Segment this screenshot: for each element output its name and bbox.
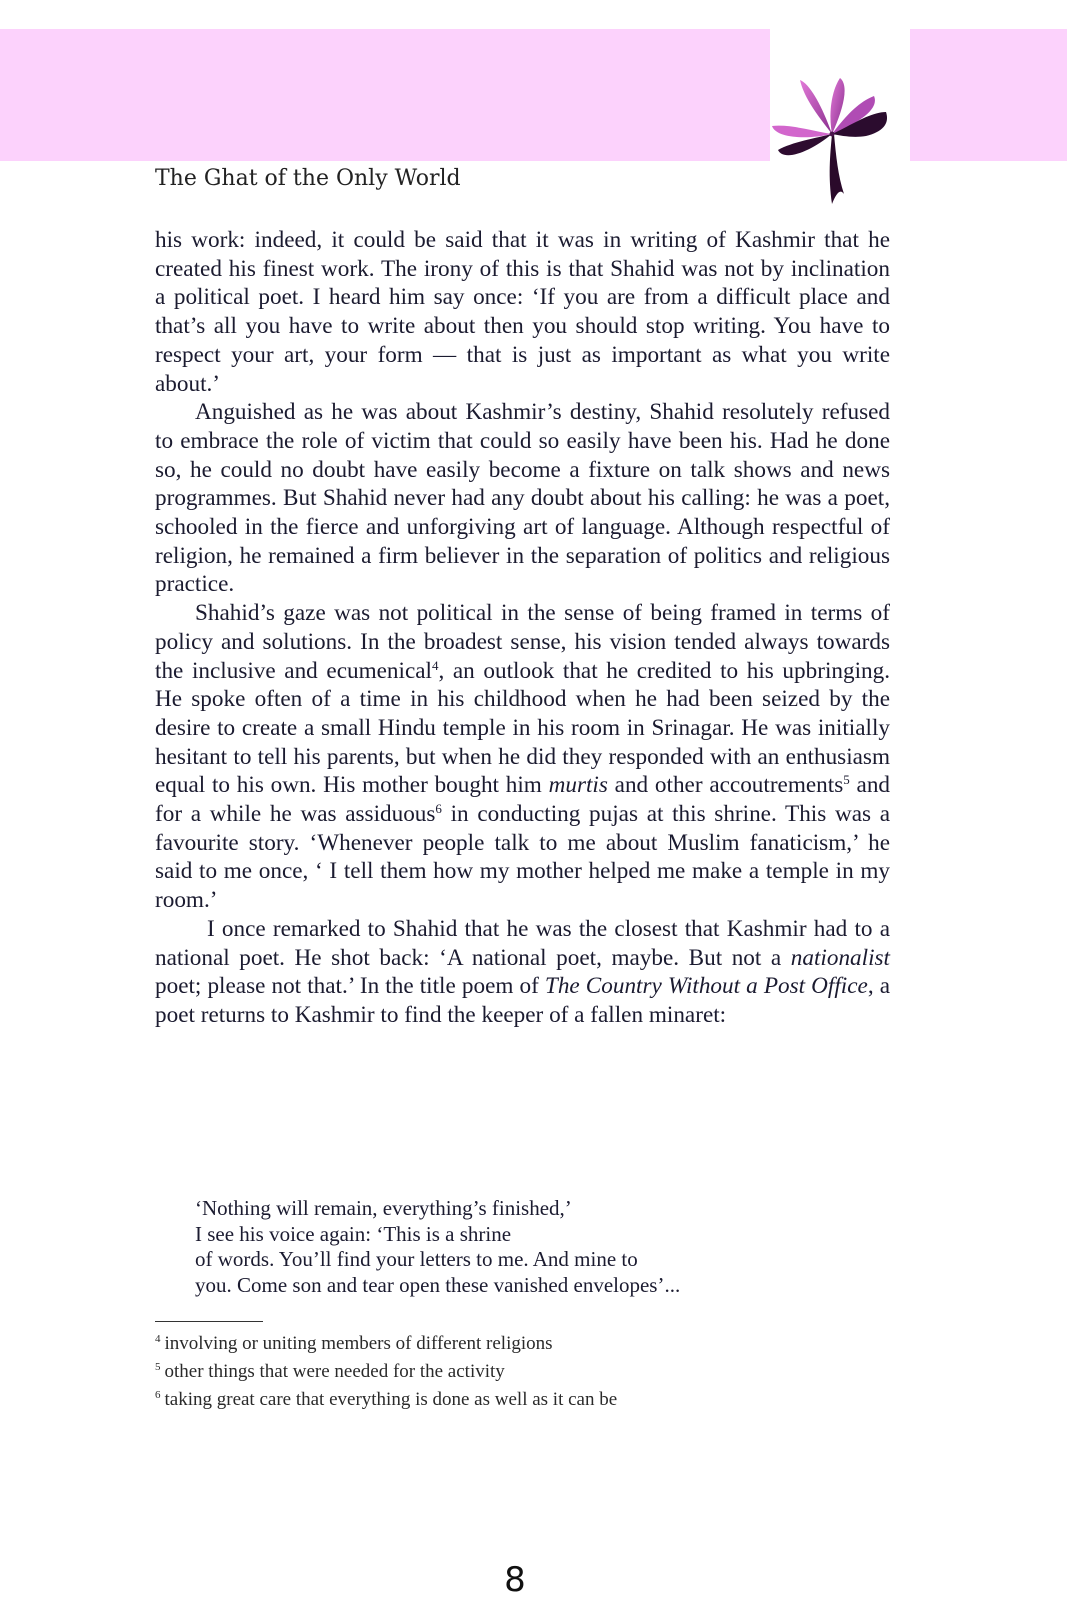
header-band-left	[0, 29, 770, 161]
running-title: The Ghat of the Only World	[155, 166, 461, 191]
book-title: The Country Without a Post Office	[544, 973, 868, 1000]
footnote-5: $^5$ other things that were needed for the activity	[155, 1361, 505, 1382]
footnote-4: $^4$ involving or uniting members of different religions	[155, 1333, 553, 1354]
paragraph-1: his work: indeed, it could be said that it was in writing of Kashmir that he created his finest work. The irony of this is that Shahid was not by inclination a political poet. I heard him say once: ‘If you are from a difficult place and that’s all you have to write about then you should stop writing. You have to respect your art, your form — that is just as important as what you write about.’	[155, 227, 890, 397]
footnote-ref-6: 6	[435, 801, 442, 817]
footnote-divider	[155, 1321, 263, 1322]
paragraph-2: Anguished as he was about Kashmir’s destiny, Shahid resolutely refused to embrace the role of victim that could so easily have been his. Had he done so, he could no doubt have easily become a fixture on talk shows and news programmes. But Shahid never had any doubt about his calling: he was a poet, schooled in the fierce and unforgiving art of language. Although respectful of religion, he remained a firm believer in the separation of politics and religious practice.	[155, 399, 890, 598]
poem-quote	[195, 1196, 815, 1299]
flower-icon	[770, 76, 895, 208]
poem-line: ‘Nothing will remain, everything’s finished,’	[195, 1196, 572, 1220]
footnote-ref-5: 5	[843, 772, 850, 788]
footnote-6: $^6$ taking great care that everything is done as well as it can be	[155, 1389, 618, 1410]
footnote-ref-4: 4	[431, 657, 439, 673]
poem-line: you. Come son and tear open these vanished envelopes’...	[195, 1273, 681, 1298]
page-number: 8	[504, 1560, 526, 1600]
paragraph-3: Shahid’s gaze was not political in the sense of being framed in terms of policy and solutions. In the broadest sense, his vision tended always towards the inclusive and ecumenical$^4$, an outlook that he credited to his upbringing. He spoke often of a time in his childhood when he had been seized by the desire to create a small Hindu temple in his room in Srinagar. He was initially hesitant to tell his parents, but when he did they responded with an enthusiasm equal to his own. His mother bought him murtis and other accoutrements$^5$ and for a while he was assiduous$^6$ in conducting pujas at this shrine. This was a favourite story. ‘Whenever people talk to me about Muslim fanaticism,’ he said to me once, ‘ I tell them how my mother helped me make a temple in my room.’	[155, 600, 891, 914]
body-text	[155, 226, 890, 1030]
poem-line: of words. You’ll find your letters to me. And mine to	[195, 1247, 638, 1272]
paragraph-4: I once remarked to Shahid that he was the closest that Kashmir had to a national poet. He shot back: ‘A national poet, maybe. But not a nationalist poet; please not that.’ In the title poem of The Country Without a Post Office, a poet returns to Kashmir to find the keeper of a fallen minaret:	[155, 915, 891, 1028]
poem-line: I see his voice again: ‘This is a shrine	[195, 1221, 512, 1246]
header-band-right	[910, 29, 1067, 161]
footnotes	[155, 1330, 855, 1414]
